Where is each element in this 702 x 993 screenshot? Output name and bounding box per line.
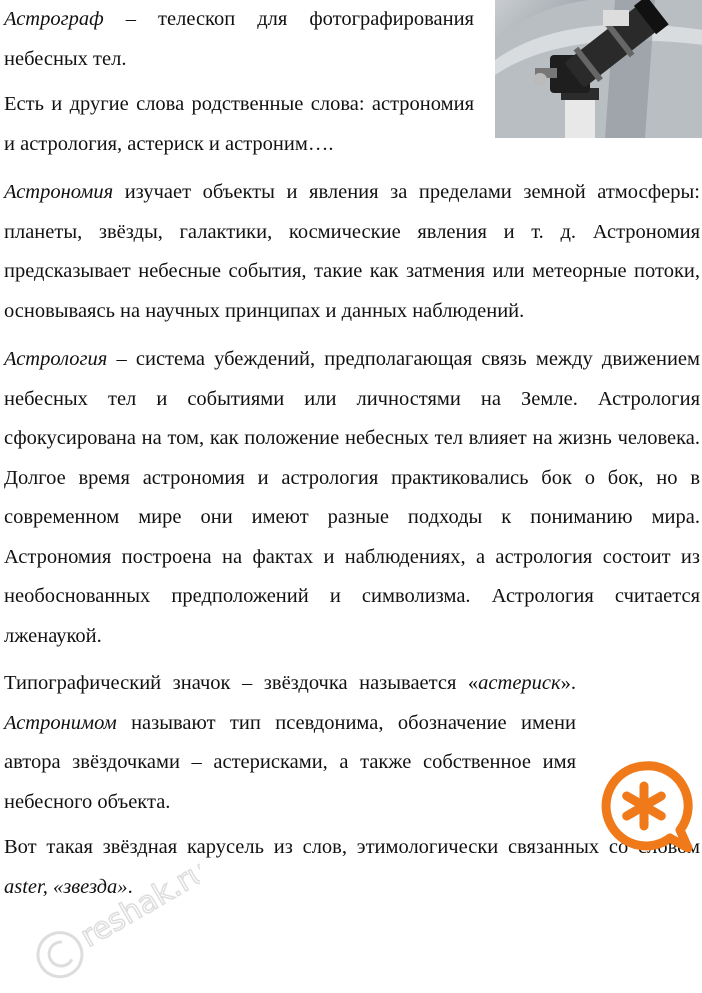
term-asterisk: астериск <box>478 672 561 694</box>
paragraph-text: – телескоп для фотографирования небесных тел. <box>4 8 474 70</box>
paragraph-text: Типографический значок – звёздочка называется « <box>4 672 479 694</box>
term-aster: aster, «звезда» <box>4 875 128 898</box>
term-astronym: Астронимом <box>4 711 117 734</box>
paragraph-text: . <box>127 875 133 898</box>
paragraph-text: Вот такая звёздная карусель из слов, этимологически связанных со словом <box>4 836 700 858</box>
paragraph-asterisk <box>4 664 576 822</box>
paragraph-text: Есть и другие слова родственные слова: астрономия и астрология, астериск и астроним…. <box>4 93 474 155</box>
paragraph-astronomy <box>4 173 700 331</box>
paragraph-text: называют тип псевдонима, обозначение имени автора звёздочками – астерисками, а также собственное имя небесного объекта. <box>4 711 576 813</box>
paragraph-astrology <box>4 340 700 656</box>
paragraph-text: ». <box>560 672 576 694</box>
paragraph-related-words <box>4 85 474 164</box>
asterisk-logo-icon <box>592 760 696 852</box>
paragraph-text: изучает объекты и явления за пределами земной атмосферы: планеты, звёзды, галактики, космические явления и т. д. Астрономия предсказывает небесные события, такие как затмения или метеорные потоки, основываясь на научных принципах и данных наблюдений. <box>4 181 700 322</box>
term-astronomy: Астрономия <box>4 181 114 203</box>
term-astrology: Астрология <box>4 348 108 370</box>
telescope-icon <box>495 0 702 138</box>
paragraph-astrograph <box>4 0 474 79</box>
paragraph-text: – система убеждений, предполагающая связь между движением небесных тел и событиями или личностями на Земле. Астрология сфокусирована на том, как положение небесных тел влияет на жизнь человека. Долгое время астрономия и астрология практиковались бок о бок, но в современном мире они имеют разные подходы к пониманию мира. Астрономия построена на фактах и наблюдениях, а астрология состоит из необоснованных предположений и символизма. Астрология считается лженаукой. <box>4 348 700 647</box>
watermark-text: reshak.ru <box>74 853 200 955</box>
term-astrograph: Астрограф <box>4 8 104 30</box>
telescope-photo <box>495 0 702 138</box>
